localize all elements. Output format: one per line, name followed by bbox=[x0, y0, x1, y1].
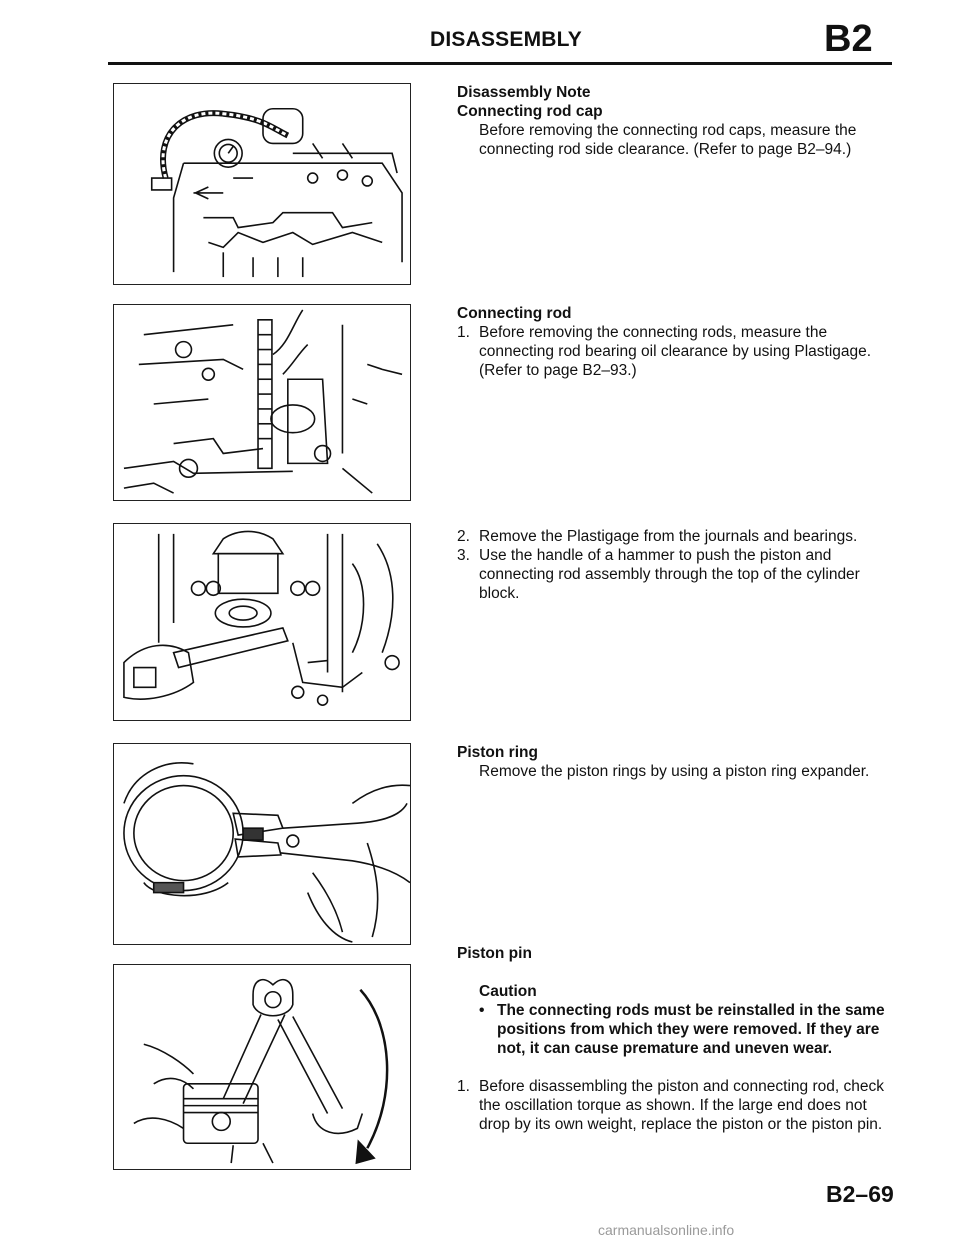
page-number: B2–69 bbox=[826, 1181, 894, 1207]
list-item-number: 1. bbox=[457, 324, 470, 341]
list-item-number: 2. bbox=[457, 528, 470, 545]
list-item bbox=[457, 546, 893, 603]
list-item-text: Before disassembling the piston and connecting rod, check the oscillation torque as shown. If the large end does not drop by its own weight, replace the piston or the piston pin. bbox=[479, 1078, 884, 1133]
section-connecting-rod-cap bbox=[457, 83, 893, 159]
watermark-text: carmanualsonline.info bbox=[598, 1222, 735, 1238]
disassembly-note-heading: Disassembly Note bbox=[457, 84, 591, 101]
figure-plastigage-measurement bbox=[113, 304, 411, 501]
piston-ring-heading: Piston ring bbox=[457, 744, 538, 761]
figure-piston-ring-expander bbox=[113, 743, 411, 945]
page-title: DISASSEMBLY bbox=[430, 28, 582, 51]
header-rule bbox=[108, 62, 892, 65]
caution-label: Caution bbox=[479, 983, 537, 1000]
connecting-rod-cap-heading: Connecting rod cap bbox=[457, 103, 603, 120]
caution-item bbox=[457, 1001, 893, 1058]
connecting-rod-heading: Connecting rod bbox=[457, 305, 572, 322]
list-item-text: Use the handle of a hammer to push the piston and connecting rod assembly through the top of the cylinder block. bbox=[479, 547, 860, 602]
section-connecting-rod-continued bbox=[457, 527, 893, 603]
section-piston-ring bbox=[457, 743, 893, 781]
list-item-number: 1. bbox=[457, 1078, 470, 1095]
figure-push-piston-hammer bbox=[113, 523, 411, 721]
list-item bbox=[457, 527, 893, 546]
piston-pin-heading: Piston pin bbox=[457, 945, 532, 962]
bullet-icon: • bbox=[479, 1002, 485, 1019]
list-item-text: Remove the Plastigage from the journals and bearings. bbox=[479, 528, 858, 545]
list-item bbox=[457, 1077, 893, 1134]
section-piston-pin bbox=[457, 944, 893, 1134]
section-code: B2 bbox=[824, 18, 873, 60]
figure-oscillation-torque-check bbox=[113, 964, 411, 1170]
list-item-text: Before removing the connecting rods, measure the connecting rod bearing oil clearance by using Plastigage. (Refer to page B2–93.) bbox=[479, 324, 872, 379]
piston-ring-text: Remove the piston rings by using a piston ring expander. bbox=[479, 763, 870, 780]
caution-text: The connecting rods must be reinstalled in the same positions from which they were removed. If they are not, it can cause premature and uneven wear. bbox=[497, 1002, 885, 1057]
list-item-number: 3. bbox=[457, 547, 470, 564]
connecting-rod-cap-text: Before removing the connecting rod caps, measure the connecting rod side clearance. (Refer to page B2–94.) bbox=[479, 122, 857, 158]
list-item bbox=[457, 323, 893, 380]
figure-side-clearance-dial-gauge bbox=[113, 83, 411, 285]
section-connecting-rod bbox=[457, 304, 893, 380]
